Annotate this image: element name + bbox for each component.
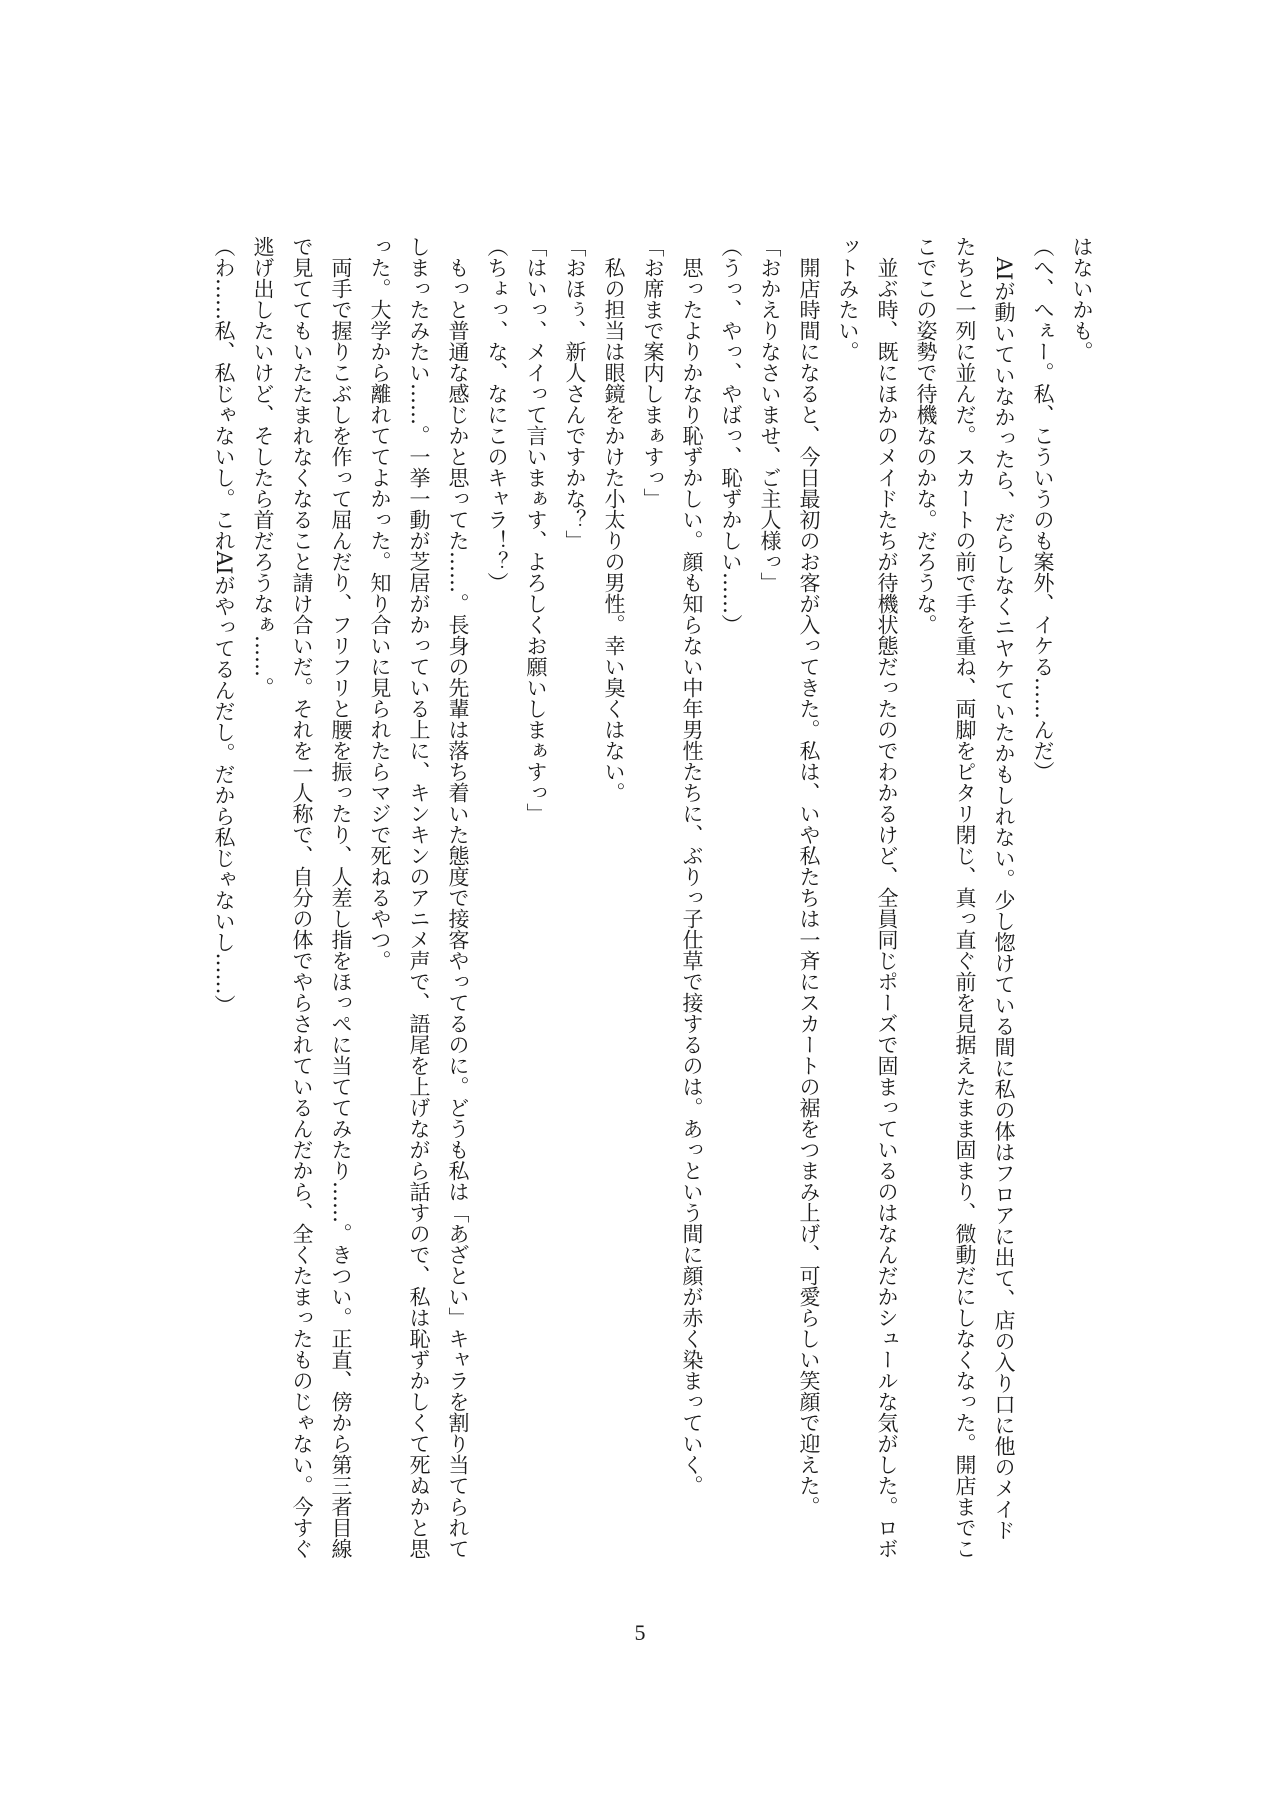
text-column: 逃げ出したいけど、そしたら首だろうなぁ……。 xyxy=(251,236,275,698)
text-column: 「おかえりなさいませ、ご主人様っ」 xyxy=(758,236,782,593)
text-column: AIが動いていなかったら、だらしなくニヤケていたかもしれない。少し惚けている間に私の体はフロアに出て、店の入り口に他のメイド xyxy=(992,257,1016,1541)
text-column: （わ……私、私じゃないし。これAIがやってるんだし。だから私じゃないし……） xyxy=(212,236,236,1016)
text-column: （へ、へぇー。私、こういうのも案外、イケる……んだ） xyxy=(1031,236,1055,782)
text-column: ットみたい。 xyxy=(836,236,860,362)
text-column: った。大学から離れててよかった。知り合いに見られたらマジで死ねるやつ。 xyxy=(368,236,392,971)
text-column: （ちょっ、な、なにこのキャラ！？） xyxy=(485,236,509,593)
text-column: こでこの姿勢で待機なのかな。だろうな。 xyxy=(914,236,938,635)
text-column: 「はいっ、メイって言いまぁす、よろしくお願いしまぁすっ」 xyxy=(524,236,548,824)
text-column: もっと普通な感じかと思ってた……。長身の先輩は落ち着いた態度で接客やってるのに。どうも私は「あざとい」キャラを割り当てられて xyxy=(446,257,470,1559)
text-column: 「お席まで案内しまぁすっ」 xyxy=(641,236,665,509)
text-column: はないかも。 xyxy=(1070,236,1094,362)
vertical-text-body xyxy=(204,236,1101,1559)
text-column: （うっ、やっ、やばっ、恥ずかしい……） xyxy=(719,236,743,635)
text-column: しまったみたい……。一挙一動が芝居がかっている上に、キンキンのアニメ声で、語尾を上げながら話すので、私は恥ずかしくて死ぬかと思 xyxy=(407,236,431,1559)
text-column: 思ったよりかなり恥ずかしい。顔も知らない中年男性たちに、ぶりっ子仕草で接するのは。あっという間に顔が赤く染まっていく。 xyxy=(680,257,704,1496)
page-number: 5 xyxy=(634,1620,646,1645)
text-column: 「おほぅ、新人さんですかな？」 xyxy=(563,236,587,551)
text-column: 私の担当は眼鏡をかけた小太りの男性。幸い臭くはない。 xyxy=(602,257,626,803)
text-column: 開店時間になると、今日最初のお客が入ってきた。私は、いや私たちは一斉にスカートの裾をつまみ上げ、可愛らしい笑顔で迎えた。 xyxy=(797,257,821,1517)
text-column: 両手で握りこぶしを作って屈んだり、フリフリと腰を振ったり、人差し指をほっぺに当ててみたり……。きつい。正直、傍から第三者目線 xyxy=(329,257,353,1559)
text-column: 並ぶ時、既にほかのメイドたちが待機状態だったのでわかるけど、全員同じポーズで固まっているのはなんだかシュールな気がした。ロボ xyxy=(875,257,899,1559)
text-column: で見ててもいたたまれなくなること請け合いだ。それを一人称で、自分の体でやらされているんだから、全くたまったものじゃない。今すぐ xyxy=(290,236,314,1559)
text-column: たちと一列に並んだ。スカートの前で手を重ね、両脚をピタリ閉じ、真っ直ぐ前を見据えたまま固まり、微動だにしなくなった。開店までこ xyxy=(953,236,977,1559)
